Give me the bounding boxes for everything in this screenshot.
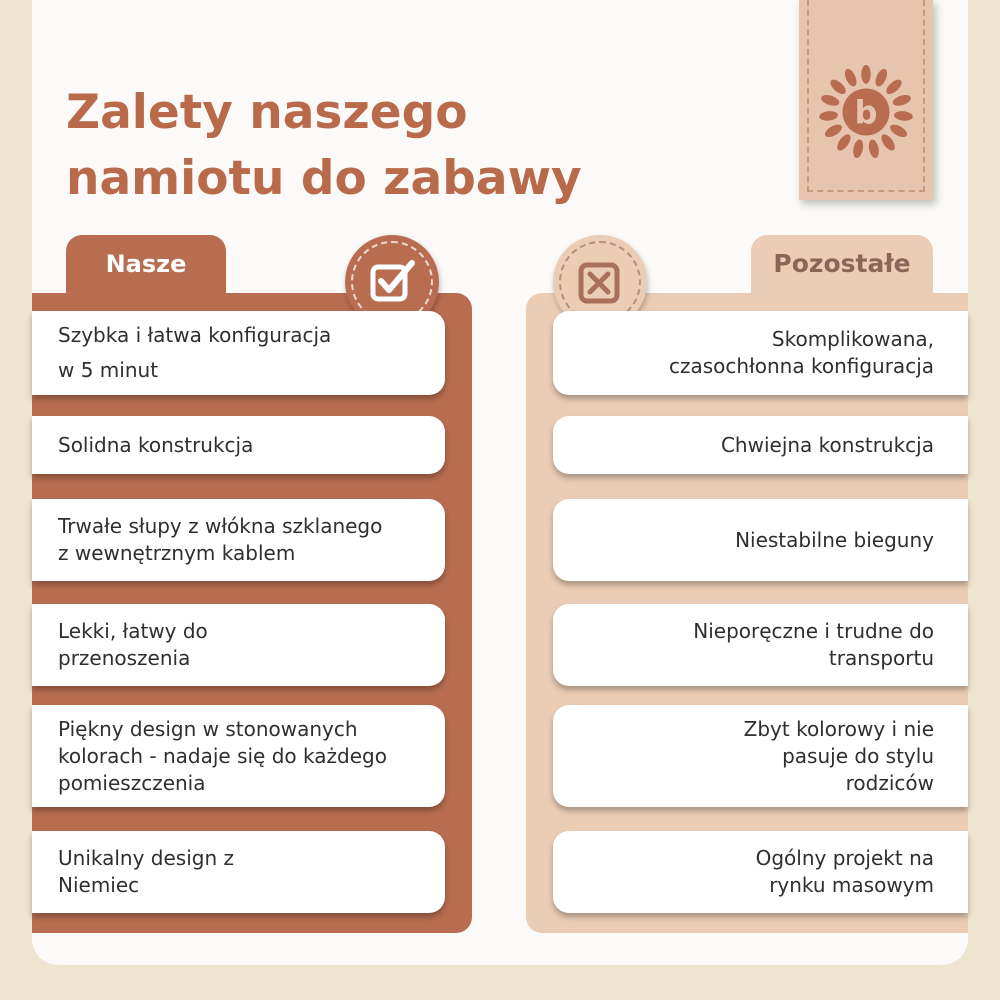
- our-advantage-5: Piękny design w stonowanych kolorach - nadaje się do każdego pomieszczenia: [32, 705, 445, 807]
- others-drawback-3: Niestabilne bieguny: [553, 499, 968, 581]
- our-column-label: Nasze: [66, 235, 226, 305]
- others-drawback-4: Nieporęczne i trudne do transportu: [553, 604, 968, 686]
- others-drawback-2: Chwiejna konstrukcja: [553, 416, 968, 474]
- title-line-2: namiotu do zabawy: [66, 151, 582, 206]
- checkbox-cross-icon: [575, 257, 625, 307]
- our-advantage-3: Trwałe słupy z włókna szklanego z wewnętrznym kablem: [32, 499, 445, 581]
- others-drawback-1: Skomplikowana, czasochłonna konfiguracja: [553, 311, 968, 395]
- our-advantage-1: Szybka i łatwa konfiguracja w 5 minut: [32, 311, 445, 395]
- others-drawback-5: Zbyt kolorowy i nie pasuje do stylu rodziców: [553, 705, 968, 807]
- others-column-label: Pozostałe: [751, 235, 933, 305]
- others-drawback-6: Ogólny projekt na rynku masowym: [553, 831, 968, 913]
- page-title: [66, 80, 666, 212]
- our-advantage-2: Solidna konstrukcja: [32, 416, 445, 474]
- logo-letter: b: [854, 93, 878, 132]
- sun-b-logo-icon: [819, 65, 913, 159]
- brand-tag: [799, 0, 933, 200]
- our-advantage-6: Unikalny design z Niemiec: [32, 831, 445, 913]
- checkbox-check-icon: [367, 257, 417, 307]
- our-advantage-4: Lekki, łatwy do przenoszenia: [32, 604, 445, 686]
- title-line-1: Zalety naszego: [66, 85, 468, 140]
